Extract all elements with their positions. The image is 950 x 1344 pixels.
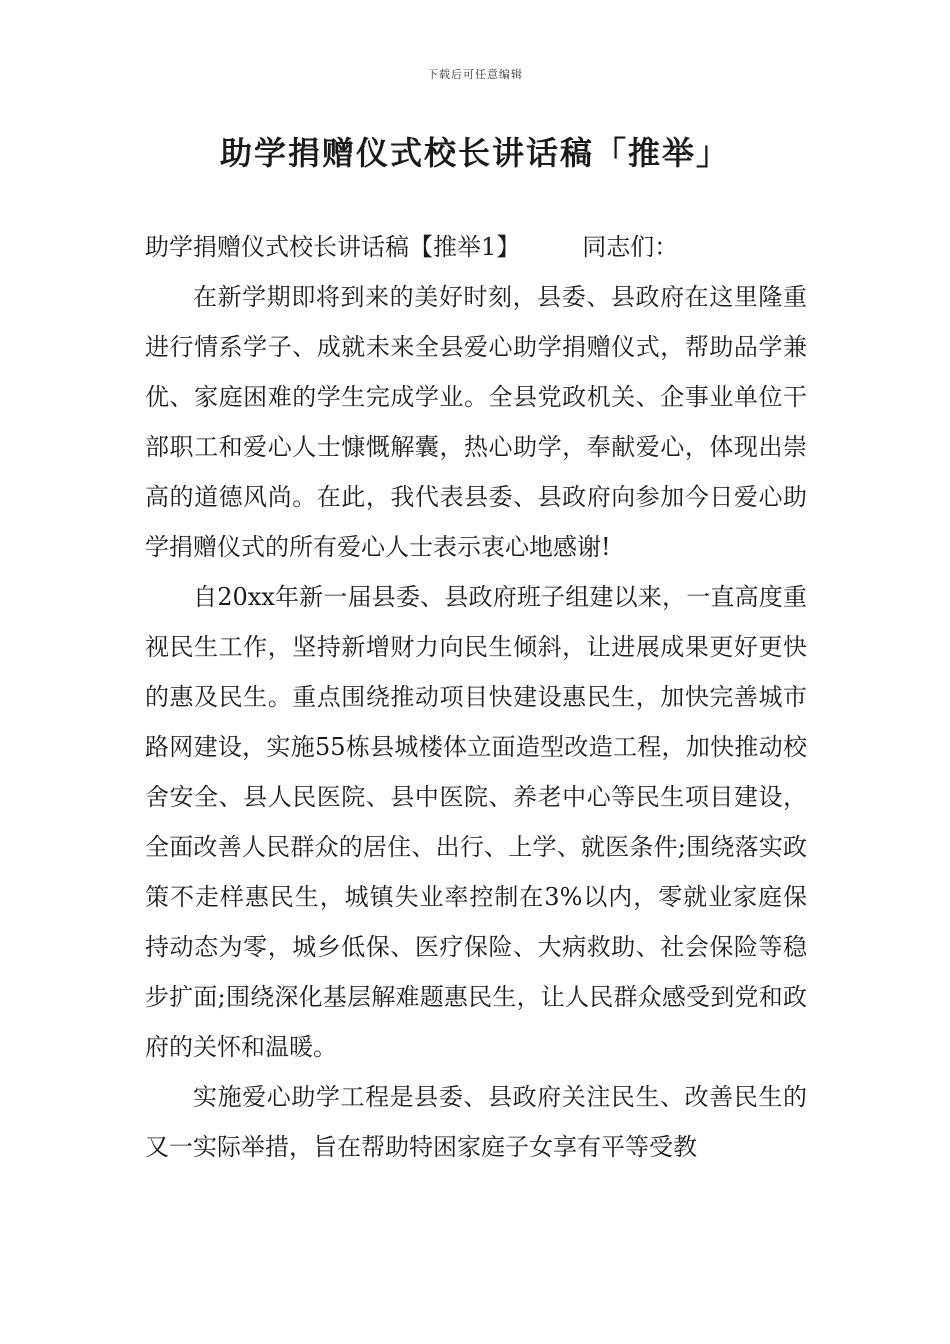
intro-line xyxy=(145,222,807,272)
document-title: 助学捐赠仪式校长讲话稿「推举」 xyxy=(219,134,730,172)
document-subtitle: 助学捐赠仪式校长讲话稿【推举1】 xyxy=(145,233,521,261)
paragraph-2: 自20xx年新一届县委、县政府班子组建以来，一直高度重视民生工作，坚持新增财力向民生倾斜，让进展成果更好更快的惠及民生。重点围绕推动项目快建设惠民生，加快完善城市路网建设，实施55栋县城楼体立面造型改造工程，加快推动校舍安全、县人民医院、县中医院、养老中心等民生项目建设，全面改善人民群众的居住、出行、上学、就医条件;围绕落实政策不走样惠民生，城镇失业率控制在3%以内，零就业家庭保持动态为零，城乡低保、医疗保险、大病救助、社会保险等稳步扩面;围绕深化基层解难题惠民生，让人民群众感受到党和政府的关怀和温暖。 xyxy=(145,583,807,1061)
paragraph-3: 实施爱心助学工程是县委、县政府关注民生、改善民生的又一实际举措，旨在帮助特困家庭子女享有平等受教 xyxy=(145,1083,807,1161)
paragraph-1: 在新学期即将到来的美好时刻，县委、县政府在这里隆重进行情系学子、成就未来全县爱心助学捐赠仪式，帮助品学兼优、家庭困难的学生完成学业。全县党政机关、企事业单位干部职工和爱心人士慷慨解囊，热心助学，奉献爱心，体现出崇高的道德风尚。在此，我代表县委、县政府向参加今日爱心助学捐赠仪式的所有爱心人士表示衷心地感谢! xyxy=(145,283,807,561)
greeting: 同志们： xyxy=(582,233,679,261)
header-note: 下载后可任意编辑 xyxy=(427,68,523,81)
document-body xyxy=(145,222,807,1172)
